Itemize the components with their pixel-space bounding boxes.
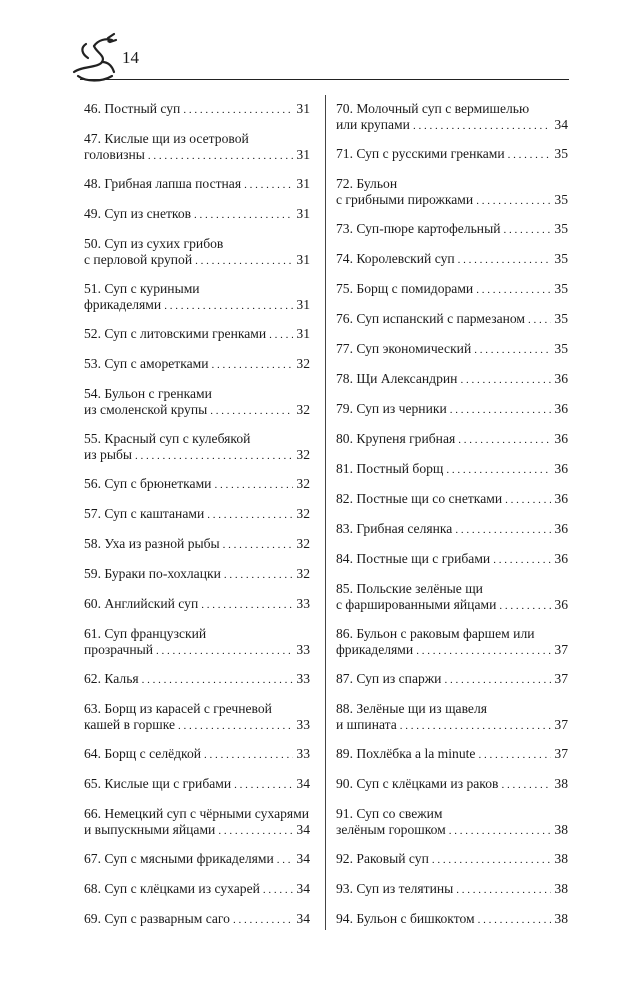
toc-entry-page: 35 <box>554 311 568 326</box>
dot-leader <box>432 853 552 869</box>
dot-leader <box>223 538 294 554</box>
toc-entry-title: с фаршированными яйцами <box>336 596 497 612</box>
dot-leader <box>499 599 551 615</box>
toc-entry-page: 35 <box>554 281 568 296</box>
toc-entry <box>84 281 310 314</box>
toc-entry <box>336 146 568 164</box>
toc-entry-title: 81. Постный борщ <box>336 461 444 476</box>
toc-entry-title: 91. Суп со свежим <box>336 806 443 821</box>
toc-entry <box>84 536 310 554</box>
toc-entry-title: 77. Суп экономический <box>336 341 472 356</box>
dot-leader <box>458 253 552 269</box>
dot-leader <box>455 523 551 539</box>
toc-entry-page: 36 <box>554 401 568 416</box>
toc-entry-title: 50. Суп из сухих грибов <box>84 236 224 251</box>
toc-entry-title: 55. Красный суп с кулебякой <box>84 431 251 446</box>
dot-leader <box>195 254 293 270</box>
toc-entry <box>336 551 568 569</box>
toc-entry-title: 67. Суп с мясными фрикаделями <box>84 851 274 866</box>
dot-leader <box>478 748 551 764</box>
dot-leader <box>416 644 551 660</box>
dot-leader <box>201 598 293 614</box>
toc-entry-title: 70. Молочный суп с вермишелью <box>336 101 530 116</box>
dot-leader <box>446 463 551 479</box>
toc-entry <box>84 746 310 764</box>
toc-entry-page: 35 <box>554 341 568 356</box>
toc-entry-title: 86. Бульон с раковым фаршем или <box>336 626 535 641</box>
toc-entry-title: 71. Суп с русскими гренками <box>336 146 505 161</box>
toc-entry <box>336 911 568 929</box>
toc-entry <box>336 251 568 269</box>
toc-entry-title: 69. Суп с разварным саго <box>84 911 230 926</box>
toc-entry <box>84 881 310 899</box>
toc-entry <box>336 371 568 389</box>
dot-leader <box>501 778 551 794</box>
toc-entry-page: 34 <box>554 116 568 132</box>
dot-leader <box>508 148 552 164</box>
dot-leader <box>505 493 551 509</box>
dot-leader <box>135 449 293 465</box>
toc-entry-title: с грибными пирожками <box>336 191 474 207</box>
toc-entry-title: 60. Английский суп <box>84 596 199 611</box>
toc-entry-title: 54. Бульон с гренками <box>84 386 212 401</box>
toc-entry-page: 32 <box>296 536 310 551</box>
toc-entry <box>84 101 310 119</box>
toc-entry <box>336 281 568 299</box>
toc-entry <box>336 491 568 509</box>
toc-entry-title: фрикаделями <box>84 296 162 312</box>
dragon-ornament-icon <box>68 32 124 84</box>
toc-entry <box>336 101 568 134</box>
dot-leader <box>504 223 552 239</box>
toc-entry-title: или крупами <box>336 116 410 132</box>
toc-entry-page: 36 <box>554 491 568 506</box>
toc-entry-title: 46. Постный суп <box>84 101 181 116</box>
toc-entry-title: 85. Польские зелёные щи <box>336 581 483 596</box>
toc-entry-page: 35 <box>554 251 568 266</box>
toc-entry-title: 49. Суп из снетков <box>84 206 192 221</box>
dot-leader <box>476 194 551 210</box>
toc-entry-page: 33 <box>296 641 310 657</box>
header-rule <box>80 79 569 80</box>
toc-entry-page: 31 <box>296 176 310 191</box>
dot-leader <box>263 883 294 899</box>
toc-entry-title: из рыбы <box>84 446 133 462</box>
toc-entry <box>84 476 310 494</box>
toc-entry <box>84 326 310 344</box>
dot-leader <box>449 824 552 840</box>
toc-entry <box>84 131 310 164</box>
dot-leader <box>214 478 293 494</box>
toc-entry-title: 65. Кислые щи с грибами <box>84 776 232 791</box>
toc-entry <box>336 521 568 539</box>
dot-leader <box>142 673 294 689</box>
toc-entry-page: 36 <box>554 431 568 446</box>
toc-entry <box>336 431 568 449</box>
toc-entry-title: 88. Зелёные щи из щавеля <box>336 701 487 716</box>
dot-leader <box>224 568 294 584</box>
toc-entry-title: 66. Немецкий суп с чёрными сухарями <box>84 806 310 821</box>
toc-entry-page: 35 <box>554 146 568 161</box>
toc-entry-title: 64. Борщ с селёдкой <box>84 746 202 761</box>
toc-entry-page: 31 <box>296 296 310 312</box>
dot-leader <box>194 208 293 224</box>
toc-entry-title: 57. Суп с каштанами <box>84 506 205 521</box>
toc-entry-page: 34 <box>296 881 310 896</box>
toc-entry <box>336 671 568 689</box>
toc-entry-title: головизны <box>84 146 145 162</box>
toc-entry-page: 36 <box>554 521 568 536</box>
toc-entry-page: 38 <box>554 881 568 896</box>
toc-entry-title: 47. Кислые щи из осетровой <box>84 131 249 146</box>
toc-entry-page: 36 <box>554 461 568 476</box>
toc-entry-title: 84. Постные щи с грибами <box>336 551 491 566</box>
toc-entry-title: зелёным горошком <box>336 821 446 837</box>
toc-entry-title: прозрачный <box>84 641 154 657</box>
dot-leader <box>474 343 551 359</box>
toc-entry-title: 94. Бульон с бишкоктом <box>336 911 475 926</box>
toc-entry <box>336 851 568 869</box>
toc-entry-page: 32 <box>296 566 310 581</box>
dot-leader <box>148 149 294 165</box>
toc-entry-page: 38 <box>554 776 568 791</box>
toc-entry-page: 33 <box>296 716 310 732</box>
toc-entry <box>336 746 568 764</box>
toc-entry-title: 52. Суп с литовскими гренками <box>84 326 267 341</box>
toc-entry-title: и выпускными яйцами <box>84 821 216 837</box>
toc-entry <box>336 401 568 419</box>
toc-entry-page: 38 <box>554 851 568 866</box>
toc-entry-page: 35 <box>554 221 568 236</box>
toc-entry-title: 58. Уха из разной рыбы <box>84 536 220 551</box>
toc-entry-page: 35 <box>554 191 568 207</box>
toc-entry-page: 38 <box>554 911 568 926</box>
toc-entry <box>84 356 310 374</box>
toc-entry-title: 72. Бульон <box>336 176 398 191</box>
toc-entry-title: 76. Суп испанский с пармезаном <box>336 311 526 326</box>
toc-entry <box>336 776 568 794</box>
toc-entry-page: 37 <box>554 746 568 761</box>
page-number: 14 <box>122 48 139 67</box>
dot-leader <box>456 883 551 899</box>
toc-entry <box>84 806 310 839</box>
toc-entry-page: 32 <box>296 476 310 491</box>
toc-entry-page: 37 <box>554 716 568 732</box>
dot-leader <box>233 913 293 929</box>
toc-entry-page: 34 <box>296 851 310 866</box>
toc-entry <box>336 221 568 239</box>
dot-leader <box>204 748 293 764</box>
toc-entry <box>84 701 310 734</box>
toc-entry-title: с перловой крупой <box>84 251 193 267</box>
dot-leader <box>164 299 293 315</box>
toc-entry-title: из смоленской крупы <box>84 401 208 417</box>
toc-entry-page: 33 <box>296 746 310 761</box>
toc-entry-title: 90. Суп с клёцками из раков <box>336 776 499 791</box>
toc-entry-title: 80. Крупеня грибная <box>336 431 456 446</box>
toc-entry-title: 61. Суп французский <box>84 626 207 641</box>
dot-leader <box>212 358 294 374</box>
toc-entry-page: 31 <box>296 101 310 116</box>
toc-entry <box>84 596 310 614</box>
toc-entry-title: 53. Суп с аморетками <box>84 356 209 371</box>
toc-entry-page: 31 <box>296 251 310 267</box>
dot-leader <box>210 404 293 420</box>
toc-entry-page: 38 <box>554 821 568 837</box>
dot-leader <box>400 719 552 735</box>
dot-leader <box>218 824 293 840</box>
toc-entry <box>84 566 310 584</box>
toc-entry-page: 36 <box>554 371 568 386</box>
dot-leader <box>450 403 552 419</box>
toc-entry-title: 51. Суп с куриными <box>84 281 200 296</box>
toc-entry-page: 32 <box>296 506 310 521</box>
dot-leader <box>277 853 294 869</box>
toc-entry-title: 68. Суп с клёцками из сухарей <box>84 881 260 896</box>
toc-entry-title: 48. Грибная лапша постная <box>84 176 242 191</box>
toc-entry-title: 79. Суп из черники <box>336 401 447 416</box>
toc-entry-title: фрикаделями <box>336 641 414 657</box>
toc-entry-title: 73. Суп-пюре картофельный <box>336 221 501 236</box>
toc-entry-title: 82. Постные щи со снетками <box>336 491 503 506</box>
toc-entry <box>336 341 568 359</box>
toc-entry <box>84 506 310 524</box>
toc-entry-page: 34 <box>296 776 310 791</box>
dot-leader <box>234 778 293 794</box>
toc-entry-title: 92. Раковый суп <box>336 851 429 866</box>
toc-entry-page: 32 <box>296 401 310 417</box>
dot-leader <box>460 373 551 389</box>
dot-leader <box>413 119 551 135</box>
toc-entry <box>84 851 310 869</box>
toc-entry-title: 89. Похлёбка a la minute <box>336 746 476 761</box>
toc-entry-title: 63. Борщ из карасей с гречневой <box>84 701 272 716</box>
toc-entry <box>336 461 568 479</box>
toc-entry-title: 83. Грибная селянка <box>336 521 453 536</box>
dot-leader <box>458 433 551 449</box>
toc-entry-title: 93. Суп из телятины <box>336 881 454 896</box>
toc-entry <box>336 626 568 659</box>
toc-entry <box>84 671 310 689</box>
toc-entry-title: кашей в горшке <box>84 716 176 732</box>
toc-entry-page: 34 <box>296 821 310 837</box>
toc-entry <box>84 911 310 929</box>
toc-entry <box>336 701 568 734</box>
toc-entry <box>84 176 310 194</box>
toc-entry <box>84 206 310 224</box>
toc-entry-page: 33 <box>296 671 310 686</box>
toc-entry-page: 33 <box>296 596 310 611</box>
toc-entry-page: 31 <box>296 206 310 221</box>
toc-entry-title: 74. Королевский суп <box>336 251 455 266</box>
dot-leader <box>493 553 551 569</box>
toc-entry <box>336 881 568 899</box>
toc-entry-page: 31 <box>296 146 310 162</box>
dot-leader <box>478 913 552 929</box>
toc-entry-title: 62. Калья <box>84 671 139 686</box>
dot-leader <box>528 313 551 329</box>
dot-leader <box>444 673 551 689</box>
toc-entry <box>336 581 568 614</box>
toc-entry-title: 75. Борщ с помидорами <box>336 281 474 296</box>
toc-entry <box>84 776 310 794</box>
toc-entry-page: 37 <box>554 671 568 686</box>
dot-leader <box>207 508 293 524</box>
dot-leader <box>183 103 293 119</box>
toc-entry-title: 87. Суп из спаржи <box>336 671 442 686</box>
toc-entry <box>336 311 568 329</box>
column-divider <box>325 95 326 930</box>
toc-entry-title: 59. Бураки по-хохлацки <box>84 566 221 581</box>
toc-entry-page: 36 <box>554 551 568 566</box>
toc-entry <box>336 176 568 209</box>
toc-entry <box>84 386 310 419</box>
toc-entry <box>336 806 568 839</box>
toc-entry <box>84 431 310 464</box>
toc-entry-title: 78. Щи Александрин <box>336 371 458 386</box>
toc-entry-page: 32 <box>296 356 310 371</box>
toc-entry-title: 56. Суп с брюнетками <box>84 476 212 491</box>
dot-leader <box>476 283 551 299</box>
dot-leader <box>244 178 293 194</box>
toc-entry-page: 31 <box>296 326 310 341</box>
dot-leader <box>178 719 293 735</box>
dot-leader <box>156 644 293 660</box>
toc-entry <box>84 236 310 269</box>
dot-leader <box>269 328 293 344</box>
toc-entry-page: 32 <box>296 446 310 462</box>
toc-entry <box>84 626 310 659</box>
toc-entry-title: и шпината <box>336 716 397 732</box>
toc-entry-page: 34 <box>296 911 310 926</box>
toc-entry-page: 37 <box>554 641 568 657</box>
page-header <box>0 0 619 90</box>
toc-entry-page: 36 <box>554 596 568 612</box>
